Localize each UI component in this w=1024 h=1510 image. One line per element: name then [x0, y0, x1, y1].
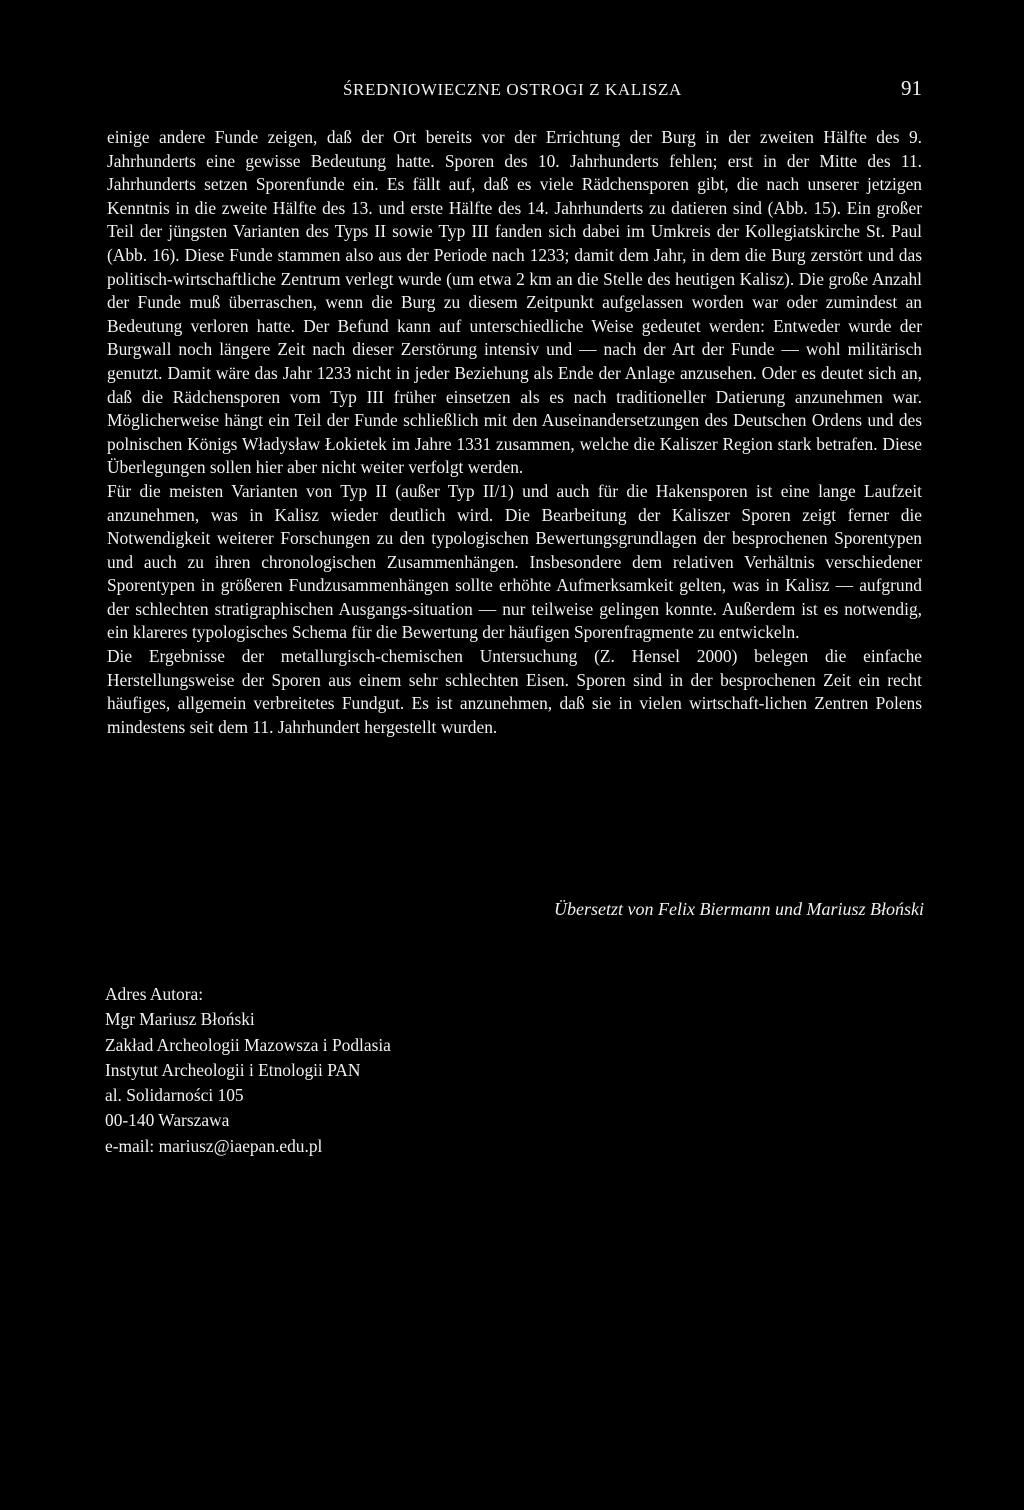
author-address — [105, 982, 391, 1159]
paragraph: Die Ergebnisse der metallurgisch-chemischen Untersuchung (Z. Hensel 2000) belegen die einfache Herstellungsweise der Sporen aus einem sehr schlechten Eisen. Sporen sind in der besprochenen Zeit ein recht häufiges, allgemein verbreitetes Fundgut. Es ist anzunehmen, daß sie in vielen wirtschaft-lichen Zentren Polens mindestens seit dem 11. Jahrhundert hergestellt wurden. — [107, 646, 922, 737]
paragraph: einige andere Funde zeigen, daß der Ort bereits vor der Errichtung der Burg in der zweiten Hälfte des 9. Jahrhunderts eine gewisse Bedeutung hatte. Sporen des 10. Jahrhunderts fehlen; erst in der Mitte des 11. Jahrhunderts setzen Sporenfunde ein. Es fällt auf, daß es viele Rädchensporen gibt, die nach unserer jetzigen Kenntnis in die zweite Hälfte des 13. und erste Hälfte des 14. Jahrhunderts zu datieren sind (Abb. 15). Ein großer Teil der jüngsten Varianten des Typs II sowie Typ III fanden sich dabei im Umkreis der Kollegiatskirche St. Paul (Abb. 16). Diese Funde stammen also aus der Periode nach 1233; damit dem Jahr, in dem die Burg zerstört und das politisch-wirtschaftliche Zentrum verlegt wurde (um etwa 2 km an die Stelle des heutigen Kalisz). Die große Anzahl der Funde muß überraschen, wenn die Burg zu diesem Zeitpunkt aufgelassen worden war oder zumindest an Bedeutung verloren hatte. Der Befund kann auf unterschiedliche Weise gedeutet werden: Entweder wurde der Burgwall noch längere Zeit nach dieser Zerstörung intensiv und — nach der Art der Funde — wohl militärisch genutzt. Damit wäre das Jahr 1233 nicht in jeder Beziehung als Ende der Anlage anzusehen. Oder es deutet sich an, daß die Rädchensporen vom Typ III früher einsetzen als es nach traditioneller Datierung anzunehmen war. Möglicherweise hängt ein Teil der Funde schließlich mit den Auseinandersetzungen des Deutschen Ordens und des polnischen Königs Władysław Łokietek im Jahre 1331 zusammen, welche die Kaliszer Region stark betrafen. Diese Überlegungen sollen hier aber nicht weiter verfolgt werden. — [107, 127, 922, 478]
address-street: al. Solidarności 105 — [105, 1085, 244, 1106]
author-email: e-mail: mariusz@iaepan.edu.pl — [105, 1135, 323, 1156]
paragraph: Für die meisten Varianten von Typ II (außer Typ II/1) und auch für die Hakensporen ist eine lange Laufzeit anzunehmen, was in Kalisz wieder deutlich wird. Die Bearbeitung der Kaliszer Sporen zeigt ferner die Notwendigkeit weiterer Forschungen zu den typologischen Bewertungsgrundlagen der besprochenen Sporentypen und auch zu ihren chronologischen Zusammenhängen. Insbesondere dem relativen Verhältnis verschiedener Sporentypen in größeren Fundzusammenhängen sollte erhöhte Aufmerksamkeit gelten, was in Kalisz — aufgrund der schlechten stratigraphischen Ausgangs-situation — nur teilweise gelingen konnte. Außerdem ist es notwendig, ein klareres typologisches Schema für die Bewertung der häufigen Sporenfragmente zu entwickeln. — [107, 480, 922, 643]
author-name: Mgr Mariusz Błoński — [105, 1009, 255, 1030]
running-title: ŚREDNIOWIECZNE OSTROGI Z KALISZA — [343, 80, 682, 99]
body-text — [107, 126, 922, 739]
address-department: Zakład Archeologii Mazowsza i Podlasia — [105, 1034, 391, 1055]
address-heading: Adres Autora: — [105, 984, 204, 1004]
translator-note: Übersetzt von Felix Biermann und Mariusz Błoński — [554, 899, 924, 919]
page-number: 91 — [901, 76, 922, 100]
address-institute: Instytut Archeologii i Etnologii PAN — [105, 1059, 361, 1080]
address-city: 00-140 Warszawa — [105, 1110, 230, 1131]
page-header — [107, 76, 922, 106]
